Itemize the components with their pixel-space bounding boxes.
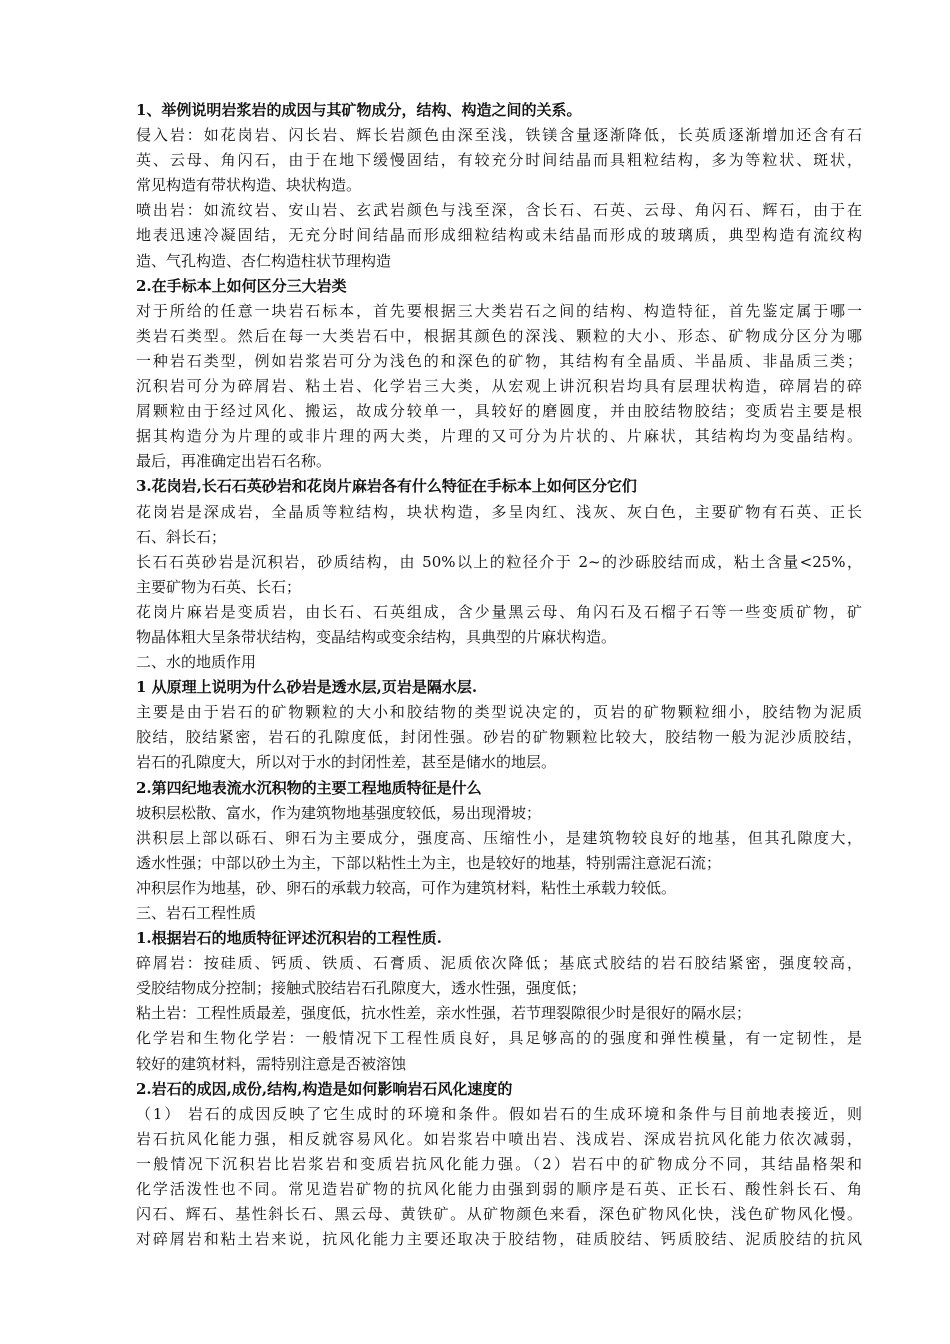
text-line: 沉积岩可分为碎屑岩、粘土岩、化学岩三大类，从宏观上讲沉积岩均具有层理状构造，碎屑岩的碎 xyxy=(136,377,862,396)
document-page xyxy=(136,98,862,1252)
text-line: 岩石的孔隙度大，所以对于水的封闭性差，甚至是储水的地层。 xyxy=(136,753,557,772)
text-line: 类岩石类型。然后在每一大类岩石中，根据其颜色的深浅、颗粒的大小、形态、矿物成分区分为哪 xyxy=(136,326,862,345)
text-line: 花岗岩是深成岩，全晶质等粒结构，块状构造，多呈肉红、浅灰、灰白色，主要矿物有石英、正长 xyxy=(136,502,862,521)
section-heading: 2.在手标本上如何区分三大岩类 xyxy=(136,276,347,295)
text-line: 透水性强；中部以砂土为主，下部以粘性土为主，也是较好的地基，特别需注意泥石流； xyxy=(136,853,722,872)
section-heading: 3.花岗岩,长石石英砂岩和花岗片麻岩各有什么特征在手标本上如何区分它们 xyxy=(136,477,637,496)
text-line: 冲积层作为地基，砂、卵石的承载力较高，可作为建筑材料，粘性土承载力较低。 xyxy=(136,878,677,897)
text-line: 岩石抗风化能力强，相反就容易风化。如岩浆岩中喷出岩、浅成岩、深成岩抗风化能力依次减弱， xyxy=(136,1129,862,1148)
text-line: 一般情况下沉积岩比岩浆岩和变质岩抗风化能力强。（2）岩石中的矿物成分不同，其结晶格架和 xyxy=(136,1154,862,1173)
text-line: 三、岩石工程性质 xyxy=(136,904,257,922)
text-line: 主要是由于岩石的矿物颗粒的大小和胶结物的类型说决定的，页岩的矿物颗粒细小，胶结物为泥质 xyxy=(136,703,862,722)
text-line: 坡积层松散、富水，作为建筑物地基强度较低，易出现滑坡； xyxy=(136,803,542,822)
text-line: 化学活泼性也不同。常见造岩矿物的抗风化能力由强到弱的顺序是石英、正长石、酸性斜长石、角 xyxy=(136,1180,862,1199)
text-line: 粘土岩：工程性质最差，强度低，抗水性差，亲水性强，若节理裂隙很少时是很好的隔水层； xyxy=(136,1004,752,1023)
text-line: 闪石、辉石、基性斜长石、黑云母、黄铁矿。从矿物颜色来看，深色矿物风化快，浅色矿物风化慢。 xyxy=(136,1205,862,1224)
text-line: 洪积层上部以砾石、卵石为主要成分，强度高、压缩性小，是建筑物较良好的地基，但其孔隙度大， xyxy=(136,828,862,847)
text-line: 化学岩和生物化学岩：一般情况下工程性质良好，具足够高的的强度和弹性模量，有一定韧性，是 xyxy=(136,1029,862,1048)
section-heading: 1 从原理上说明为什么砂岩是透水层,页岩是隔水层. xyxy=(136,678,478,697)
text-line: 最后，再准确定出岩石名称。 xyxy=(136,452,332,471)
text-line: 常见构造有带状构造、块状构造。 xyxy=(136,176,362,195)
text-line: 造、气孔构造、杏仁构造柱状节理构造 xyxy=(136,251,392,270)
text-line: 主要矿物为石英、长石； xyxy=(136,577,302,596)
text-line: 一种岩石类型，例如岩浆岩可分为浅色的和深色的矿物，其结构有全晶质、半晶质、非晶质三类； xyxy=(136,351,862,370)
text-line: 据其构造分为片理的或非片理的两大类，片理的又可分为片状的、片麻状，其结构均为变晶结构。 xyxy=(136,427,862,446)
text-line: （1） 岩石的成因反映了它生成时的环境和条件。假如岩石的生成环境和条件与目前地表接近，则 xyxy=(136,1104,862,1123)
text-line: 英、云母、角闪石，由于在地下缓慢固结，有较充分时间结晶而具粗粒结构，多为等粒状、斑状， xyxy=(136,151,862,170)
text-line: 花岗片麻岩是变质岩，由长石、石英组成，含少量黑云母、角闪石及石榴子石等一些变质矿物，矿 xyxy=(136,602,862,621)
text-line: 胶结，胶结紧密，岩石的孔隙度低，封闭性强。砂岩的矿物颗粒比较大，胶结物一般为泥沙质胶结， xyxy=(136,728,862,747)
text-line: 较好的建筑材料，需特别注意是否被溶蚀 xyxy=(136,1054,407,1073)
text-line: 喷出岩：如流纹岩、安山岩、玄武岩颜色与浅至深，含长石、石英、云母、角闪石、辉石，由于在 xyxy=(136,201,862,220)
text-line: 对碎屑岩和粘土岩来说，抗风化能力主要还取决于胶结物，硅质胶结、钙质胶结、泥质胶结的抗风 xyxy=(136,1230,862,1249)
section-heading: 2.第四纪地表流水沉积物的主要工程地质特征是什么 xyxy=(136,778,482,797)
text-line: 物晶体粗大呈条带状结构，变晶结构或变余结构，具典型的片麻状构造。 xyxy=(136,627,617,646)
text-line: 石、斜长石； xyxy=(136,527,227,546)
text-line: 地表迅速冷凝固结，无充分时间结晶而形成细粒结构或未结晶而形成的玻璃质，典型构造有流纹构 xyxy=(136,226,862,245)
text-line: 受胶结物成分控制；接触式胶结岩石孔隙度大，透水性强，强度低； xyxy=(136,979,587,998)
text-line: 屑颗粒由于经过风化、搬运，故成分较单一，具较好的磨圆度，并由胶结物胶结；变质岩主要是根 xyxy=(136,402,862,421)
text-line: 长石石英砂岩是沉积岩，砂质结构，由 50%以上的粒径介于 2~的沙砾胶结而成，粘土含量<25%， xyxy=(136,552,862,571)
text-line: 二、水的地质作用 xyxy=(136,653,257,672)
text-line: 对于所给的任意一块岩石标本，首先要根据三大类岩石之间的结构、构造特征，首先鉴定属于哪一 xyxy=(136,301,862,320)
section-heading: 2.岩石的成因,成份,结构,构造是如何影响岩石风化速度的 xyxy=(136,1079,513,1098)
section-heading: 1、举例说明岩浆岩的成因与其矿物成分，结构、构造之间的关系。 xyxy=(136,101,582,119)
section-heading: 1.根据岩石的地质特征评述沉积岩的工程性质. xyxy=(136,929,442,948)
text-line: 侵入岩：如花岗岩、闪长岩、辉长岩颜色由深至浅，铁镁含量逐渐降低，长英质逐渐增加还含有石 xyxy=(136,126,862,145)
text-line: 碎屑岩：按硅质、钙质、铁质、石膏质、泥质依次降低；基底式胶结的岩石胶结紧密，强度较高， xyxy=(136,954,862,973)
